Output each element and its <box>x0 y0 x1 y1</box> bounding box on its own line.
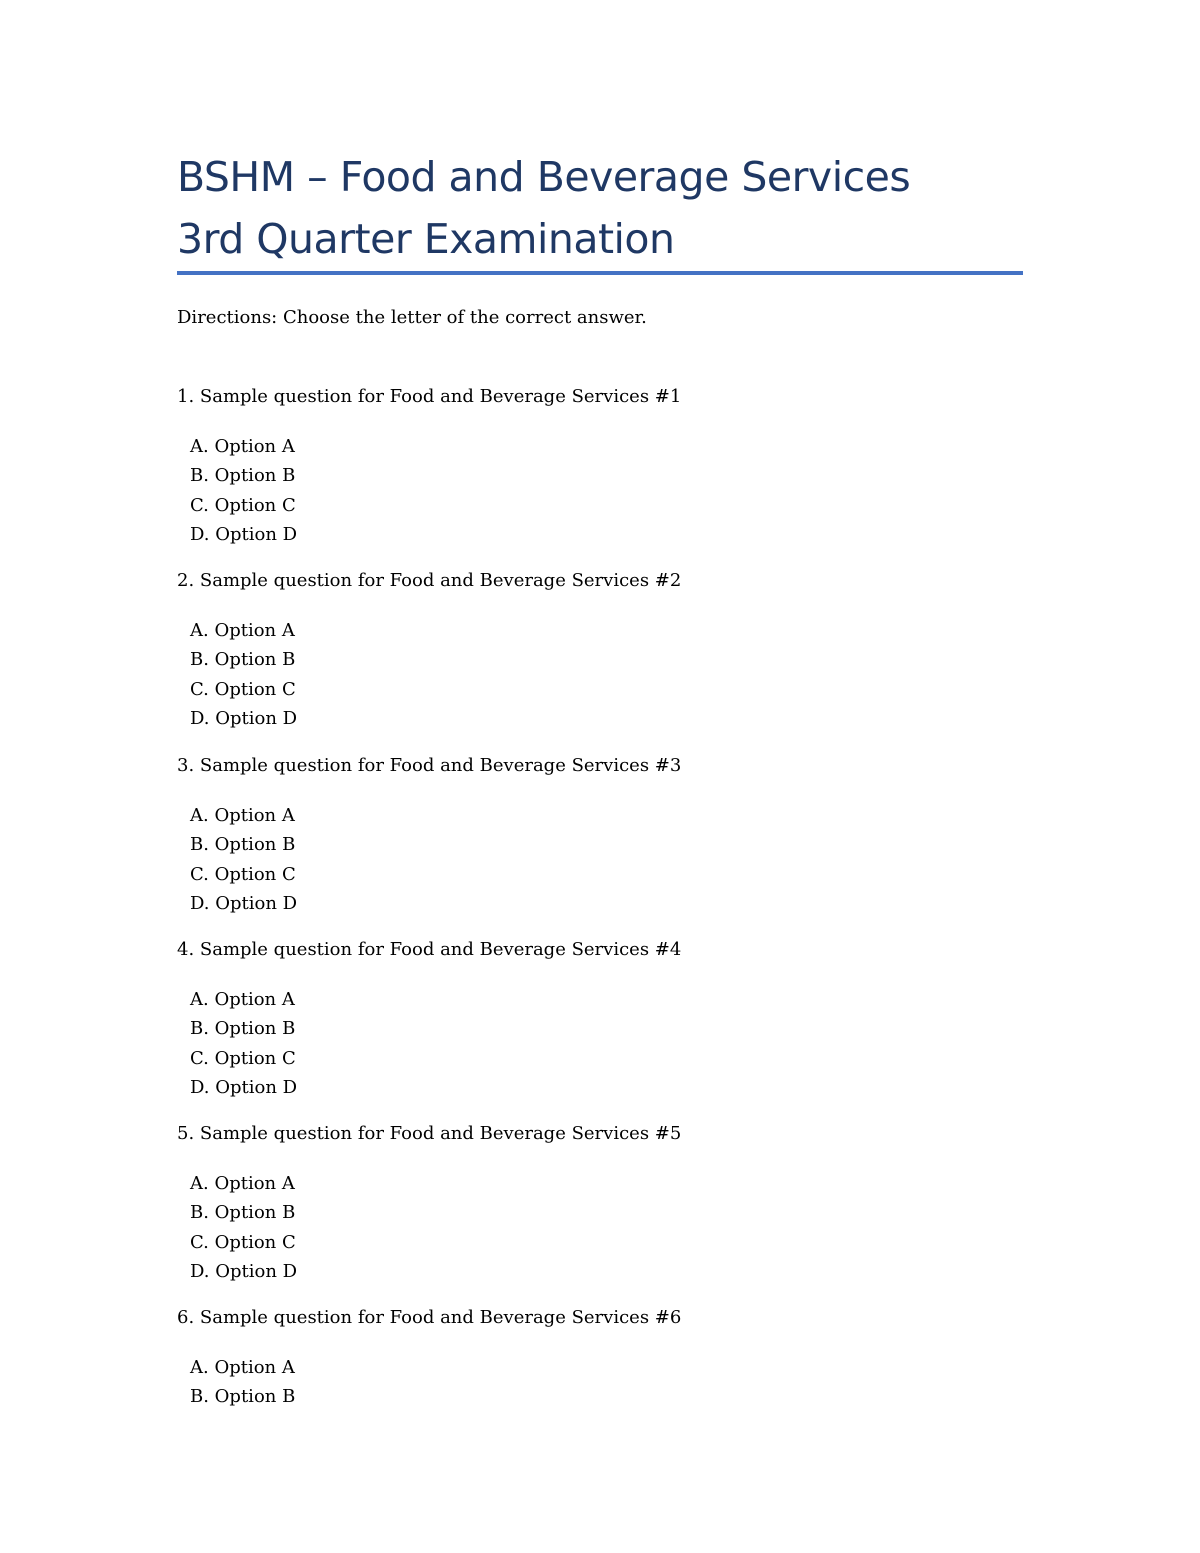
option-d: D. Option D <box>190 707 298 729</box>
question-6 <box>177 1305 681 1412</box>
question-text: 2. Sample question for Food and Beverage Services #2 <box>177 570 682 591</box>
option-a: A. Option A <box>190 620 295 641</box>
options-list <box>177 616 681 733</box>
option-a: A. Option A <box>190 1357 295 1378</box>
question-text: 1. Sample question for Food and Beverage Services #1 <box>177 386 682 407</box>
title-line-1: BSHM – Food and Beverage Services <box>177 153 911 201</box>
option-a: A. Option A <box>190 436 295 457</box>
options-list <box>177 985 681 1102</box>
question-3 <box>177 753 681 918</box>
question-2 <box>177 568 681 733</box>
option-d: D. Option D <box>190 892 298 914</box>
options-list <box>177 1353 681 1412</box>
option-b: B. Option B <box>190 834 296 856</box>
option-d: D. Option D <box>190 1260 298 1282</box>
options-list <box>177 432 681 549</box>
question-4 <box>177 937 681 1102</box>
option-a: A. Option A <box>190 1173 295 1194</box>
question-text: 3. Sample question for Food and Beverage Services #3 <box>177 755 682 776</box>
option-d: D. Option D <box>190 1076 298 1098</box>
option-d: D. Option D <box>190 523 298 545</box>
option-c: C. Option C <box>190 494 296 516</box>
question-text: 5. Sample question for Food and Beverage Services #5 <box>177 1123 682 1144</box>
option-b: B. Option B <box>190 465 296 487</box>
options-list <box>177 1169 681 1286</box>
option-c: C. Option C <box>190 678 296 700</box>
options-list <box>177 801 681 918</box>
directions-text: Directions: Choose the letter of the correct answer. <box>177 307 647 328</box>
option-a: A. Option A <box>190 989 295 1010</box>
title-underline-rule <box>177 271 1023 275</box>
option-c: C. Option C <box>190 1231 296 1253</box>
option-c: C. Option C <box>190 863 296 885</box>
document-title <box>177 146 1023 270</box>
question-5 <box>177 1121 681 1286</box>
option-b: B. Option B <box>190 1386 296 1408</box>
option-b: B. Option B <box>190 649 296 671</box>
option-b: B. Option B <box>190 1202 296 1224</box>
title-line-2: 3rd Quarter Examination <box>177 215 675 263</box>
option-c: C. Option C <box>190 1047 296 1069</box>
question-text: 4. Sample question for Food and Beverage Services #4 <box>177 939 682 960</box>
option-b: B. Option B <box>190 1018 296 1040</box>
question-1 <box>177 384 681 549</box>
option-a: A. Option A <box>190 805 295 826</box>
question-text: 6. Sample question for Food and Beverage Services #6 <box>177 1307 682 1328</box>
